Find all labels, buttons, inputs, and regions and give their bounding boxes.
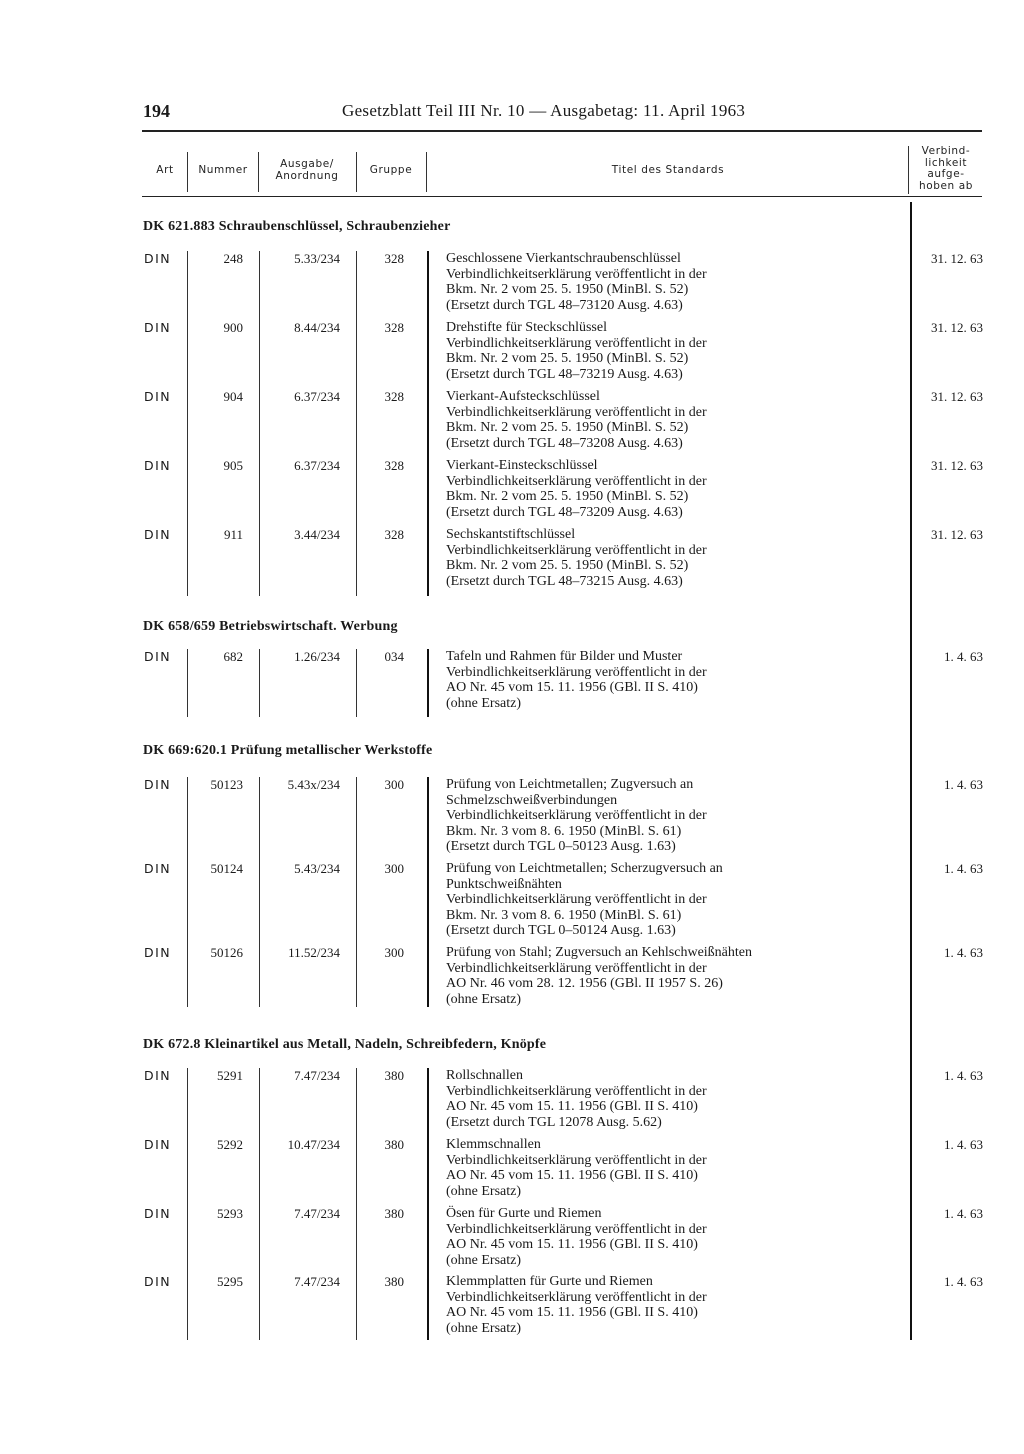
- cell-gruppe: 328: [384, 320, 404, 335]
- col-head-sep: [258, 152, 259, 192]
- cell-anordnung: 11.52/234: [288, 945, 340, 960]
- title-line: Verbindlichkeitserklärung veröffentlicht in der: [446, 1221, 707, 1237]
- title-line: Verbindlichkeitserklärung veröffentlicht in der: [446, 892, 707, 907]
- column-rule: [427, 251, 429, 596]
- col-head-sep: [908, 146, 909, 194]
- cell-gruppe: 380: [384, 1068, 404, 1083]
- col-head-titel: Titel des Standards: [611, 164, 725, 176]
- title-line: Klemmplatten für Gurte und Riemen: [446, 1274, 653, 1289]
- cell-art: DIN: [144, 1274, 172, 1289]
- col-head-sep: [187, 152, 188, 192]
- cell-gruppe: 380: [384, 1137, 404, 1152]
- cell-nummer: 5291: [217, 1068, 243, 1083]
- cell-art: DIN: [144, 527, 172, 542]
- cell-date: 31. 12. 63: [931, 527, 983, 542]
- cell-title: [446, 527, 707, 589]
- cell-date: 1. 4. 63: [944, 1137, 983, 1152]
- column-rule: [259, 251, 260, 596]
- cell-nummer: 905: [223, 458, 243, 473]
- column-rule: [187, 777, 188, 1007]
- title-line: Prüfung von Stahl; Zugversuch an Kehlschweißnähten: [446, 945, 752, 960]
- col-head-gruppe: Gruppe: [369, 164, 413, 176]
- title-line: Sechskantstiftschlüssel: [446, 527, 576, 542]
- section-heading: DK 672.8 Kleinartikel aus Metall, Nadeln, Schreibfedern, Knöpfe: [143, 1037, 547, 1052]
- cell-date: 1. 4. 63: [944, 649, 983, 664]
- cell-art: DIN: [144, 861, 172, 876]
- title-line: Verbindlichkeitserklärung veröffentlicht in der: [446, 473, 707, 489]
- cell-title: [446, 251, 707, 313]
- column-head-rule: [142, 196, 982, 197]
- col-head-sep: [356, 152, 357, 192]
- title-line: Verbindlichkeitserklärung veröffentlicht in der: [446, 1289, 707, 1305]
- title-line: Verbindlichkeitserklärung veröffentlicht in der: [446, 1083, 707, 1099]
- cell-date: 1. 4. 63: [944, 861, 983, 876]
- cell-title: [446, 649, 707, 711]
- cell-art: DIN: [144, 251, 172, 266]
- column-rule: [187, 251, 188, 596]
- title-line: Schmelzschweißverbindungen: [446, 792, 618, 808]
- title-line: AO Nr. 45 vom 15. 11. 1956 (GBl. II S. 410): [446, 1099, 698, 1114]
- cell-nummer: 5295: [217, 1274, 243, 1289]
- title-line: Verbindlichkeitserklärung veröffentlicht in der: [446, 335, 707, 351]
- cell-art: DIN: [144, 1206, 172, 1221]
- cell-title: [446, 1206, 707, 1268]
- title-line: (Ersetzt durch TGL 48–73215 Ausg. 4.63): [446, 573, 683, 589]
- title-line: Rollschnallen: [446, 1068, 523, 1083]
- title-line: Bkm. Nr. 2 vom 25. 5. 1950 (MinBl. S. 52): [446, 420, 689, 435]
- cell-gruppe: 300: [384, 861, 404, 876]
- column-rule: [356, 251, 357, 596]
- header-rule: [142, 130, 982, 132]
- col-head-verbindlichkeit-line: hoben ab: [918, 179, 974, 192]
- title-line: (ohne Ersatz): [446, 1183, 522, 1199]
- cell-title: [446, 777, 707, 855]
- col-head-nummer: Nummer: [198, 164, 248, 176]
- cell-date: 31. 12. 63: [931, 458, 983, 473]
- cell-nummer: 5293: [217, 1206, 243, 1221]
- section-heading: DK 658/659 Betriebswirtschaft. Werbung: [143, 619, 398, 634]
- cell-title: [446, 320, 707, 382]
- title-line: Verbindlichkeitserklärung veröffentlicht in der: [446, 266, 707, 282]
- cell-date: 1. 4. 63: [944, 1068, 983, 1083]
- cell-gruppe: 034: [384, 649, 404, 664]
- cell-anordnung: 7.47/234: [294, 1274, 340, 1289]
- title-line: (ohne Ersatz): [446, 991, 522, 1007]
- title-line: Prüfung von Leichtmetallen; Zugversuch an: [446, 777, 694, 792]
- cell-art: DIN: [144, 1137, 172, 1152]
- column-rule: [427, 649, 429, 717]
- cell-art: DIN: [144, 320, 172, 335]
- cell-gruppe: 300: [384, 777, 404, 792]
- cell-anordnung: 1.26/234: [294, 649, 340, 664]
- cell-nummer: 682: [223, 649, 243, 664]
- cell-title: [446, 1137, 707, 1199]
- title-line: (Ersetzt durch TGL 12078 Ausg. 5.62): [446, 1114, 662, 1130]
- column-rule: [356, 649, 357, 717]
- column-rule: [356, 1068, 357, 1340]
- cell-nummer: 904: [223, 389, 243, 404]
- cell-art: DIN: [144, 389, 172, 404]
- column-rule: [259, 777, 260, 1007]
- title-line: (ohne Ersatz): [446, 1320, 522, 1336]
- title-line: (Ersetzt durch TGL 48–73219 Ausg. 4.63): [446, 366, 683, 382]
- cell-title: [446, 861, 723, 939]
- cell-date: 1. 4. 63: [944, 777, 983, 792]
- cell-anordnung: 7.47/234: [294, 1206, 340, 1221]
- page-number: 194: [143, 101, 170, 121]
- title-line: Verbindlichkeitserklärung veröffentlicht in der: [446, 960, 707, 976]
- title-line: AO Nr. 45 vom 15. 11. 1956 (GBl. II S. 410): [446, 680, 698, 695]
- cell-anordnung: 6.37/234: [294, 389, 340, 404]
- cell-title: [446, 1274, 707, 1336]
- cell-nummer: 50124: [210, 861, 243, 876]
- col-head-verbindlichkeit-line: Verbind-: [921, 145, 971, 157]
- column-rule: [259, 649, 260, 717]
- column-rule: [187, 1068, 188, 1340]
- title-line: (Ersetzt durch TGL 48–73209 Ausg. 4.63): [446, 504, 683, 520]
- title-line: Klemmschnallen: [446, 1137, 541, 1152]
- cell-art: DIN: [144, 649, 172, 664]
- cell-date: 31. 12. 63: [931, 389, 983, 404]
- section-heading: DK 621.883 Schraubenschlüssel, Schraubenzieher: [143, 219, 451, 234]
- title-line: Prüfung von Leichtmetallen; Scherzugversuch an: [446, 861, 723, 876]
- right-column-rule: [910, 202, 912, 1340]
- col-head-ausgabe-line: Ausgabe/: [280, 158, 334, 170]
- cell-date: 31. 12. 63: [931, 251, 983, 266]
- cell-date: 31. 12. 63: [931, 320, 983, 335]
- column-rule: [427, 1068, 429, 1340]
- cell-nummer: 5292: [217, 1137, 243, 1152]
- cell-art: DIN: [144, 1068, 172, 1083]
- title-line: (Ersetzt durch TGL 0–50124 Ausg. 1.63): [446, 923, 676, 938]
- title-line: AO Nr. 46 vom 28. 12. 1956 (GBl. II 1957 S. 26): [446, 976, 723, 991]
- title-line: Vierkant-Einsteckschlüssel: [446, 458, 598, 473]
- cell-title: [446, 389, 707, 451]
- section-heading: DK 669:620.1 Prüfung metallischer Werkstoffe: [143, 743, 433, 758]
- column-rule: [259, 1068, 260, 1340]
- cell-nummer: 50126: [210, 945, 243, 960]
- cell-title: [446, 945, 752, 1007]
- cell-gruppe: 380: [384, 1274, 404, 1289]
- cell-gruppe: 328: [384, 527, 404, 542]
- cell-art: DIN: [144, 777, 172, 792]
- cell-anordnung: 5.43x/234: [287, 777, 340, 792]
- column-rule: [427, 777, 429, 1007]
- col-head-ausgabe: [262, 158, 352, 182]
- cell-anordnung: 5.33/234: [294, 251, 340, 266]
- cell-gruppe: 328: [384, 389, 404, 404]
- cell-art: DIN: [144, 458, 172, 473]
- title-line: Verbindlichkeitserklärung veröffentlicht in der: [446, 808, 707, 823]
- title-line: (Ersetzt durch TGL 0–50123 Ausg. 1.63): [446, 839, 676, 854]
- title-line: (ohne Ersatz): [446, 1252, 522, 1268]
- cell-nummer: 900: [223, 320, 243, 335]
- cell-gruppe: 328: [384, 458, 404, 473]
- title-line: AO Nr. 45 vom 15. 11. 1956 (GBl. II S. 410): [446, 1305, 698, 1320]
- cell-nummer: 248: [223, 251, 243, 266]
- cell-title: [446, 1068, 707, 1130]
- title-line: Bkm. Nr. 2 vom 25. 5. 1950 (MinBl. S. 52): [446, 351, 689, 366]
- title-line: Verbindlichkeitserklärung veröffentlicht in der: [446, 664, 707, 680]
- title-line: AO Nr. 45 vom 15. 11. 1956 (GBl. II S. 410): [446, 1168, 698, 1183]
- title-line: Bkm. Nr. 2 vom 25. 5. 1950 (MinBl. S. 52): [446, 489, 689, 504]
- title-line: Verbindlichkeitserklärung veröffentlicht in der: [446, 542, 707, 558]
- cell-title: [446, 458, 707, 520]
- page-header-title: Gesetzblatt Teil III Nr. 10 — Ausgabetag: 11. April 1963: [342, 101, 746, 120]
- title-line: Ösen für Gurte und Riemen: [446, 1206, 602, 1221]
- cell-date: 1. 4. 63: [944, 1274, 983, 1289]
- col-head-sep: [426, 152, 427, 192]
- col-head-art: Art: [156, 164, 174, 176]
- cell-date: 1. 4. 63: [944, 945, 983, 960]
- title-line: Bkm. Nr. 3 vom 8. 6. 1950 (MinBl. S. 61): [446, 823, 682, 839]
- column-rule: [356, 777, 357, 1007]
- title-line: Punktschweißnähten: [446, 876, 562, 892]
- cell-nummer: 50123: [210, 777, 243, 792]
- cell-gruppe: 380: [384, 1206, 404, 1221]
- title-line: (Ersetzt durch TGL 48–73208 Ausg. 4.63): [446, 435, 683, 451]
- title-line: Drehstifte für Steckschlüssel: [446, 320, 607, 335]
- col-head-verbindlichkeit-line: aufge-: [927, 168, 965, 180]
- cell-anordnung: 5.43/234: [294, 861, 340, 876]
- cell-nummer: 911: [223, 527, 243, 542]
- cell-anordnung: 3.44/234: [294, 527, 340, 542]
- title-line: Verbindlichkeitserklärung veröffentlicht in der: [446, 1152, 707, 1168]
- title-line: Verbindlichkeitserklärung veröffentlicht in der: [446, 404, 707, 420]
- col-head-ausgabe-line: Anordnung: [275, 170, 339, 182]
- title-line: (Ersetzt durch TGL 48–73120 Ausg. 4.63): [446, 297, 683, 313]
- cell-anordnung: 10.47/234: [287, 1137, 340, 1152]
- col-head-verbindlichkeit-line: lichkeit: [924, 156, 968, 169]
- cell-date: 1. 4. 63: [944, 1206, 983, 1221]
- cell-anordnung: 8.44/234: [294, 320, 340, 335]
- title-line: Geschlossene Vierkantschraubenschlüssel: [446, 251, 681, 266]
- cell-anordnung: 7.47/234: [294, 1068, 340, 1083]
- title-line: Tafeln und Rahmen für Bilder und Muster: [446, 649, 683, 664]
- cell-anordnung: 6.37/234: [294, 458, 340, 473]
- title-line: Bkm. Nr. 2 vom 25. 5. 1950 (MinBl. S. 52): [446, 558, 689, 573]
- title-line: Bkm. Nr. 2 vom 25. 5. 1950 (MinBl. S. 52): [446, 282, 689, 297]
- title-line: (ohne Ersatz): [446, 695, 522, 711]
- title-line: Bkm. Nr. 3 vom 8. 6. 1950 (MinBl. S. 61): [446, 907, 682, 923]
- column-rule: [187, 649, 188, 717]
- title-line: AO Nr. 45 vom 15. 11. 1956 (GBl. II S. 410): [446, 1237, 698, 1252]
- cell-gruppe: 328: [384, 251, 404, 266]
- title-line: Vierkant-Aufsteckschlüssel: [446, 389, 600, 404]
- col-head-verbindlichkeit: [910, 146, 982, 192]
- cell-gruppe: 300: [384, 945, 404, 960]
- cell-art: DIN: [144, 945, 172, 960]
